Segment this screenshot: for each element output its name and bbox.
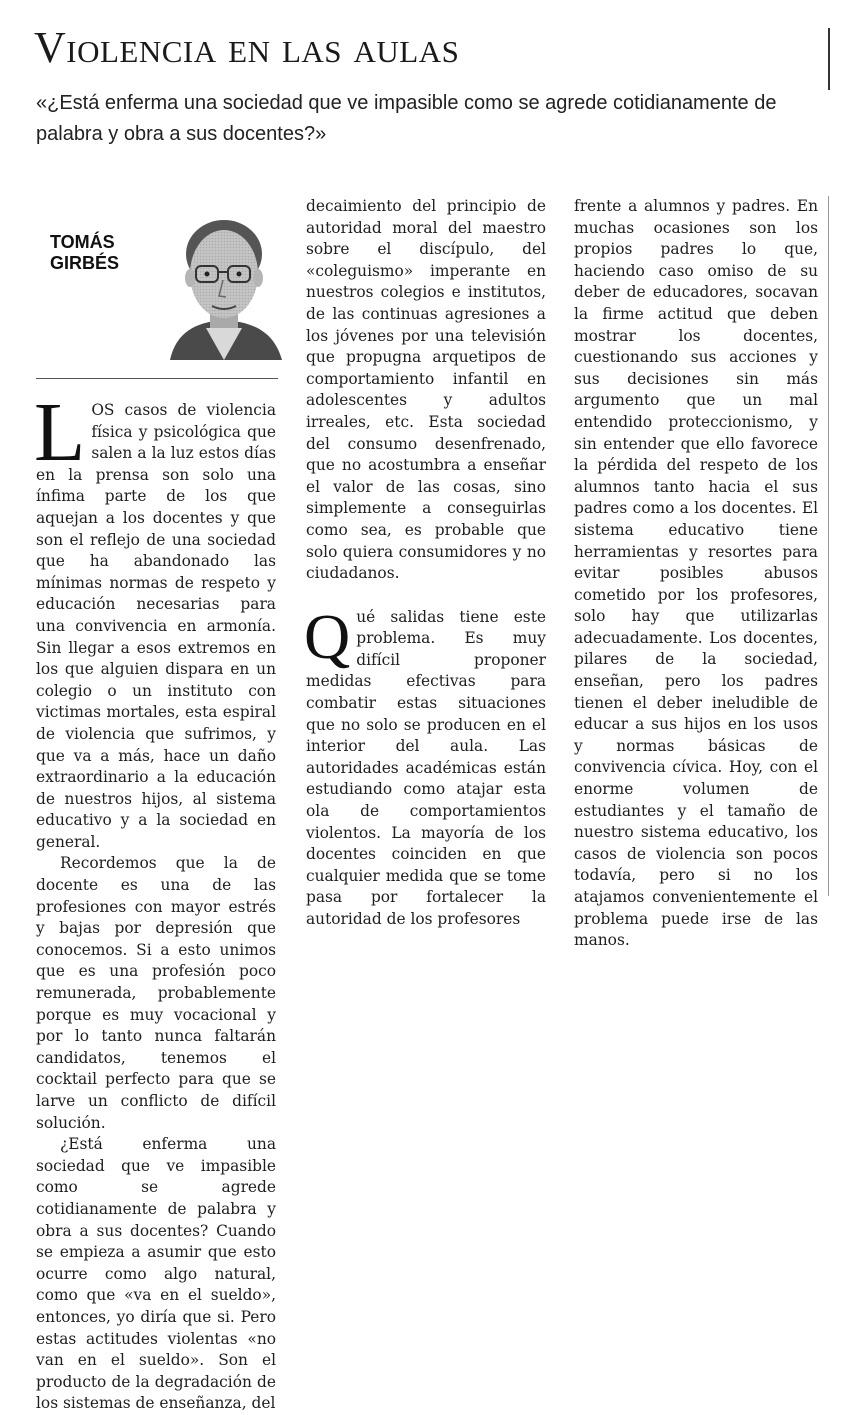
byline	[36, 190, 276, 376]
paragraph: Recordemos que la de docente es una de las profesiones con mayor estrés y bajas por depresión que conocemos. Si a esto unimos que es una profesión poco remunerada, probablemente porque es muy vocacional y por lo tanto nunca faltarán candidatos, tenemos el cocktail perfecto para que se larve un conflicto de difícil solución.	[36, 854, 276, 1132]
article-column-2	[306, 196, 546, 931]
article-column-1	[34, 386, 276, 1415]
author-last-name: GIRBÉS	[50, 253, 120, 273]
subtitle-quote: «¿Está enferma una sociedad que ve impasible como se agrede cotidianamente de palabra y obra a sus docentes?»	[36, 92, 777, 145]
paragraph-text: OS casos de violencia física y psicológica que salen a la luz estos días en la prensa son solo una ínfima parte de los que aquejan a los docentes y que son el reflejo de una sociedad que ha abandonado las mínimas normas de respeto y educación necesarias para una convivencia en armonía. Sin llegar a esos extremos en los que alguien dispara en un colegio o un instituto con victimas mortales, esta espiral de violencia que sufrimos, y que va a más, hace un daño extraordinario a la educación de nuestros hijos, al sistema educativo y a la sociedad en general.	[36, 401, 276, 851]
drop-cap: L	[34, 386, 86, 479]
byline-divider	[36, 378, 278, 379]
headline: Violencia en las aulas	[34, 23, 460, 72]
paragraph: decaimiento del principio de autoridad moral del maestro sobre el discípulo, del «coleguismo» imperante en nuestros colegios e institutos, de las continuas agresiones a los jóvenes por una televisión que propugna arquetipos de comportamiento infantil en adolescentes y adultos irreales, etc. Esta sociedad del consumo desenfrenado, que no acostumbra a enseñar el valor de las cosas, sino simplemente a conseguirlas como sea, es probable que solo quiera consumidores y no ciudadanos.	[306, 197, 546, 583]
column-divider	[828, 28, 830, 90]
author-portrait	[166, 210, 284, 360]
article-column-3	[574, 196, 818, 952]
author-name	[50, 232, 150, 274]
author-first-name: TOMÁS	[50, 232, 115, 252]
paragraph	[304, 600, 546, 931]
column-divider	[828, 196, 829, 896]
paragraph	[34, 386, 276, 853]
paragraph: ¿Está enferma una sociedad que ve impasible como se agrede cotidianamente de palabra y obra a sus docentes? Cuando se empieza a asumir que esto ocurre como algo natural, como que «va en el sueldo», entonces, yo diría que si. Pero estas actitudes violentas «no van en el sueldo». Son el producto de la degradación de los sistemas de enseñanza, del	[36, 1135, 276, 1413]
drop-cap: Q	[304, 600, 351, 672]
paragraph: frente a alumnos y padres. En muchas ocasiones son los propios padres lo que, haciendo caso omiso de su deber de educadores, socavan la firme actitud que deben mostrar los docentes, cuestionando sus acciones y sus decisiones sin más argumento que un mal entendido proteccionismo, y sin entender que ello favorece la pérdida del respeto de los alumnos tanto hacia el sus padres como a los docentes. El sistema educativo tiene herramientas y resortes para evitar posibles abusos cometido por los profesores, solo hay que utilizarlas adecuadamente. Los docentes, pilares de la sociedad, enseñan, pero los padres tienen el deber ineludible de educar a sus hijos en los usos y normas básicas de convivencia cívica. Hoy, con el enorme volumen de estudiantes y el tamaño de nuestro sistema educativo, los casos de violencia son pocos todavía, pero si no los atajamos convenientemente el problema puede irse de las manos.	[574, 197, 818, 950]
paragraph-text: ué salidas tiene este problema. Es muy difícil proponer medidas efectivas para combatir estas situaciones que no solo se producen en el interior del aula. Las autoridades académicas están estudiando como atajar esta ola de comportamientos violentos. La mayoría de los docentes coinciden en que cualquier medida que se tome pasa por fortalecer la autoridad de los profesores	[306, 607, 546, 928]
